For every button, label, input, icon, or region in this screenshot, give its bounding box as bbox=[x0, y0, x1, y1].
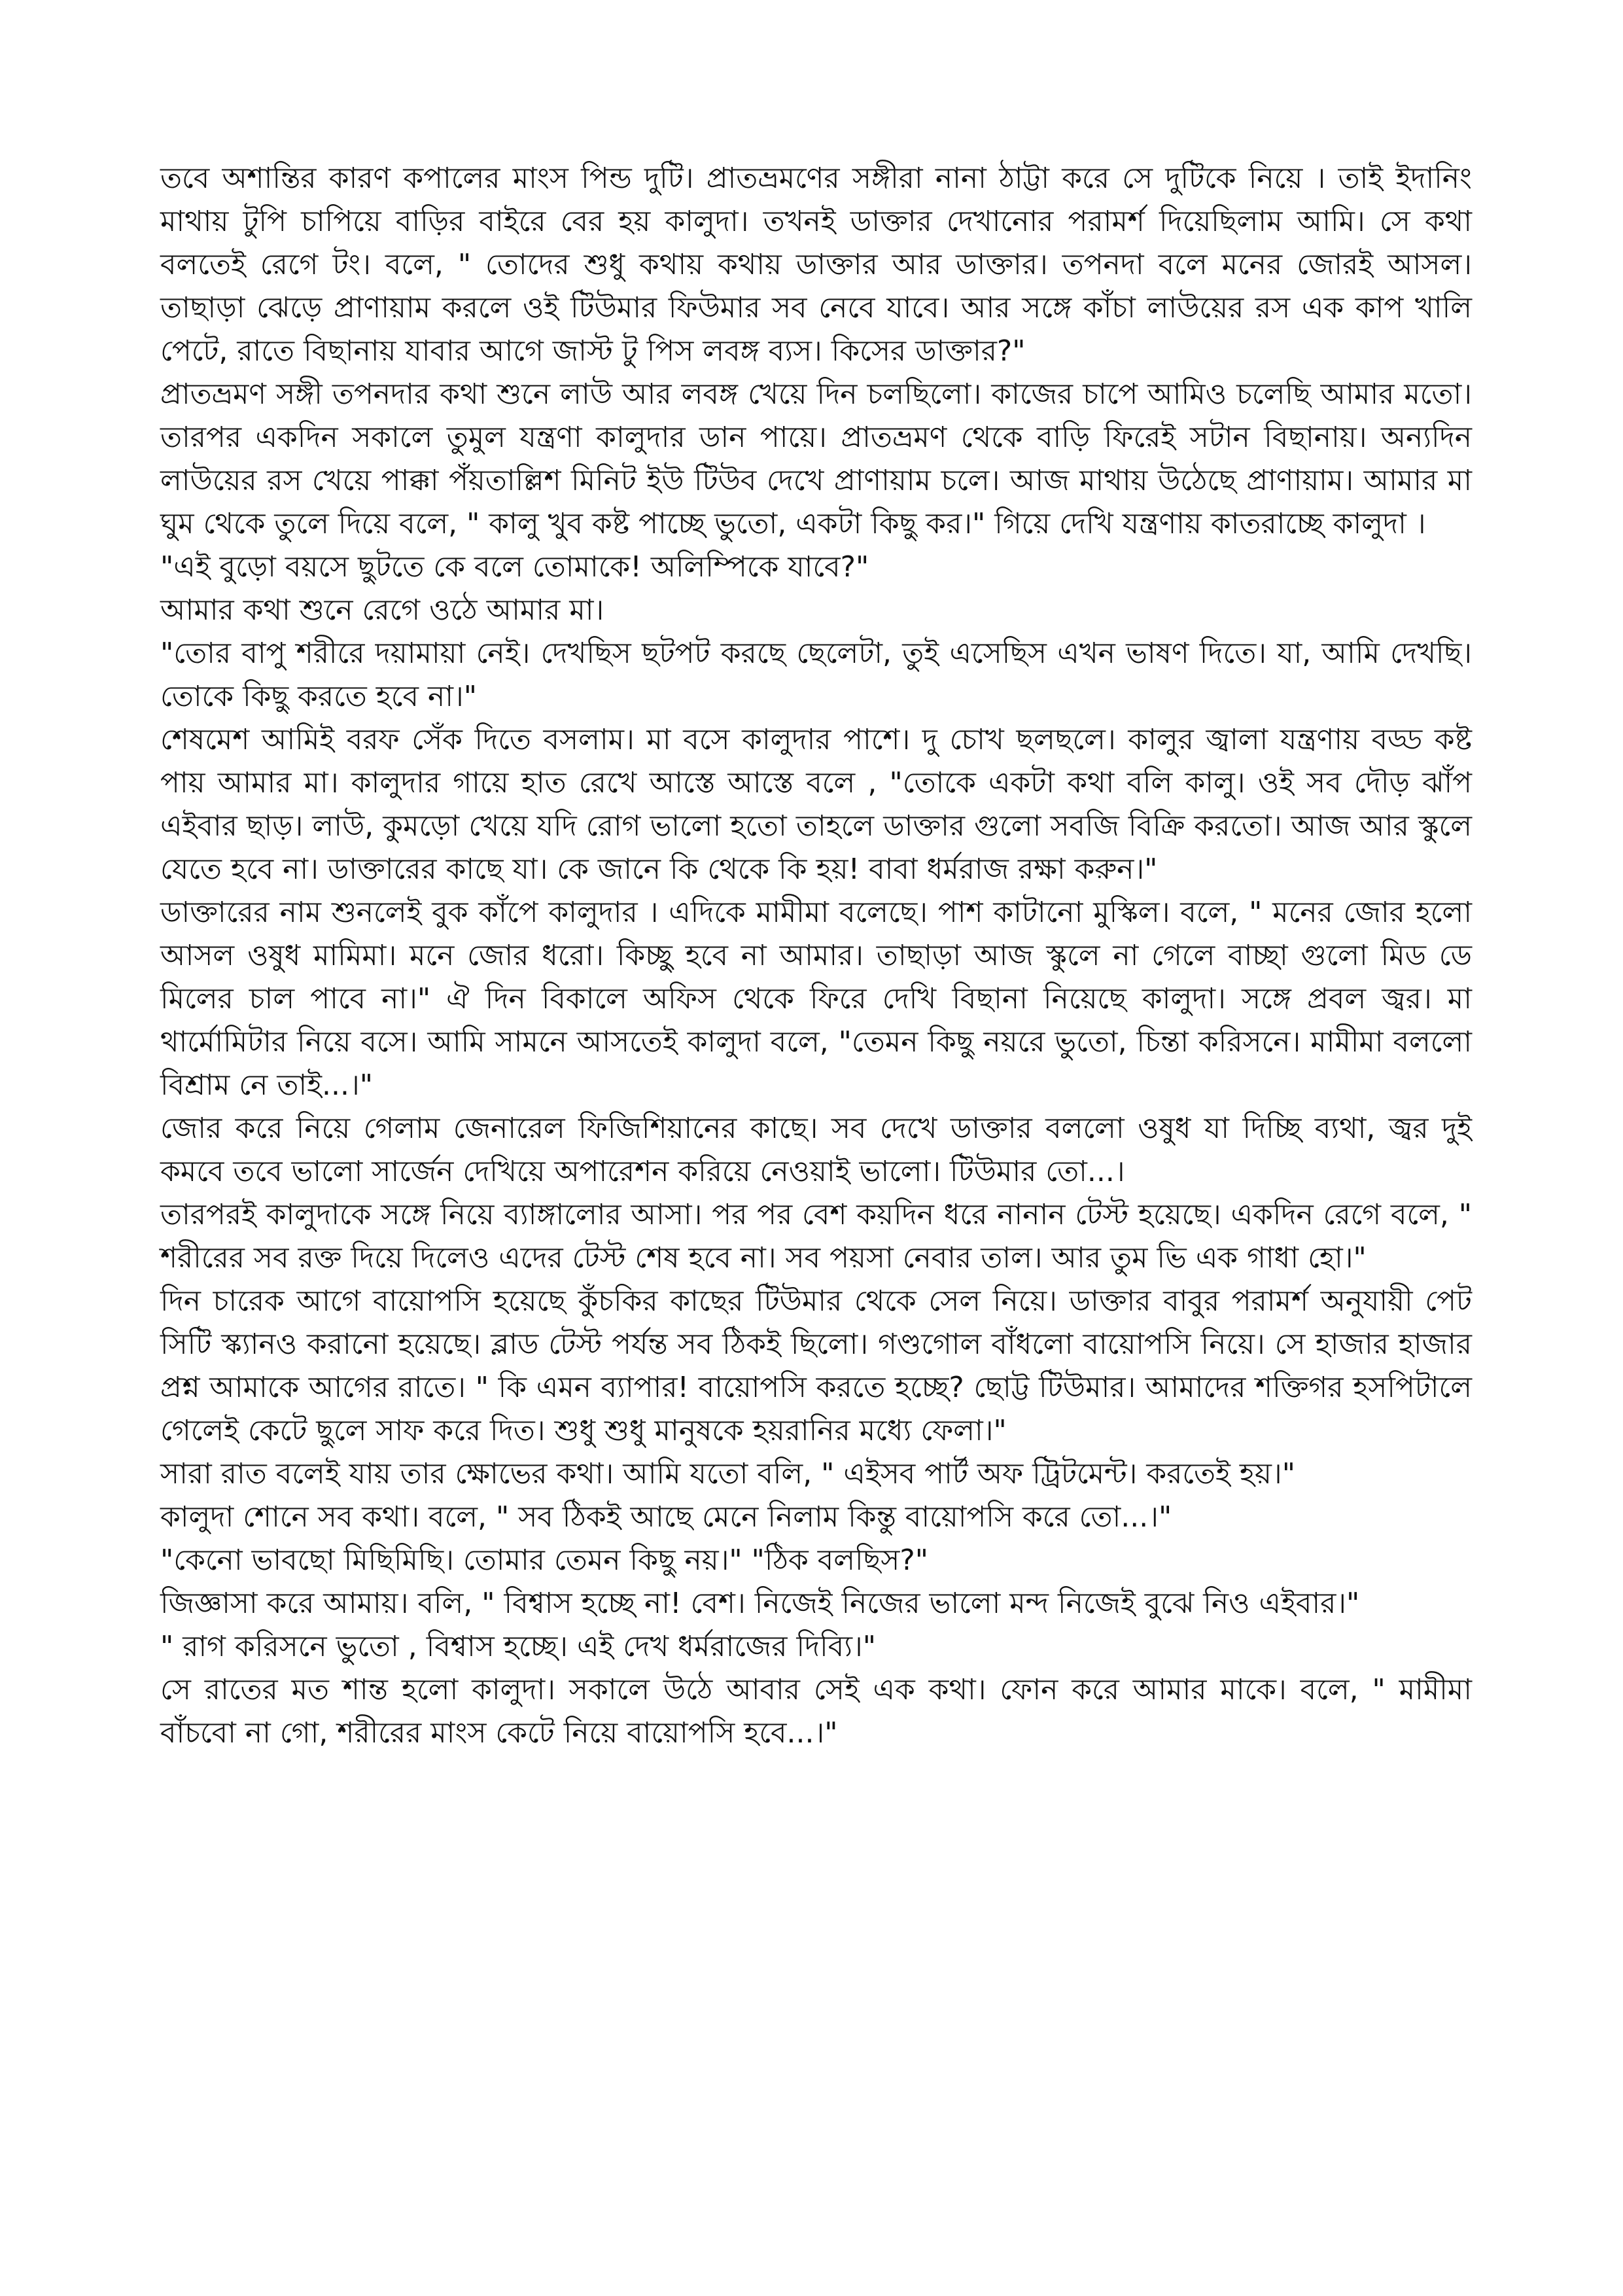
paragraph: সে রাতের মত শান্ত হলো কালুদা। সকালে উঠে আবার সেই এক কথা। ফোন করে আমার মাকে। বলে, " মামীমা বাঁচবো না গো, শরীরের মাংস কেটে নিয়ে বায়োপসি হবে...।" bbox=[160, 1673, 1472, 1750]
paragraph: " রাগ করিসনে ভুতো , বিশ্বাস হচ্ছে। এই দেখ ধর্মরাজের দিব্যি।" bbox=[160, 1630, 876, 1663]
paragraph: জোর করে নিয়ে গেলাম জেনারেল ফিজিশিয়ানের কাছে। সব দেখে ডাক্তার বললো ওষুধ যা দিচ্ছি ব্যথা, জ্বর দুই কমবে তবে ভালো সার্জেন দেখিয়ে অপারেশন করিয়ে নেওয়াই ভালো। টিউমার তো...। bbox=[160, 1112, 1472, 1188]
paragraph: ডাক্তারের নাম শুনলেই বুক কাঁপে কালুদার । এদিকে মামীমা বলেছে। পাশ কাটানো মুস্কিল। বলে, " মনের জোর হলো আসল ওষুধ মামিমা। মনে জোর ধরো। কিচ্ছু হবে না আমার। তাছাড়া আজ স্কুলে না গেলে বাচ্ছা গুলো মিড ডে মিলের চাল পাবে না।" ঐ দিন বিকালে অফিস থেকে ফিরে দেখি বিছানা নিয়েছে কালুদা। সঙ্গে প্রবল জ্বর। মা থার্মোমিটার নিয়ে বসে। আমি সামনে আসতেই কালুদা বলে, "তেমন কিছু নয়রে ভুতো, চিন্তা করিসনে। মামীমা বললো বিশ্রাম নে তাই...।" bbox=[160, 896, 1472, 1102]
paragraph: দিন চারেক আগে বায়োপসি হয়েছে কুঁচকির কাছের টিউমার থেকে সেল নিয়ে। ডাক্তার বাবুর পরামর্শ অনুযায়ী পেট সিটি স্ক্যানও করানো হয়েছে। ব্লাড টেস্ট পর্যন্ত সব ঠিকই ছিলো। গণ্ডগোল বাঁধলো বায়োপসি নিয়ে। সে হাজার হাজার প্রশ্ন আমাকে আগের রাতে। " কি এমন ব্যাপার! বায়োপসি করতে হচ্ছে? ছোট্ট টিউমার। আমাদের শক্তিগর হসপিটালে গেলেই কেটে ছুলে সাফ করে দিত। শুধু শুধু মানুষকে হয়রানির মধ্যে ফেলা।" bbox=[160, 1284, 1472, 1447]
paragraph: শেষমেশ আমিই বরফ সেঁক দিতে বসলাম। মা বসে কালুদার পাশে। দু চোখ ছলছলে। কালুর জ্বালা যন্ত্রণায় বড্ড কষ্ট পায় আমার মা। কালুদার গায়ে হাত রেখে আস্তে আস্তে বলে , "তোকে একটা কথা বলি কালু। ওই সব দৌড় ঝাঁপ এইবার ছাড়। লাউ, কুমড়ো খেয়ে যদি রোগ ভালো হতো তাহলে ডাক্তার গুলো সবজি বিক্রি করতো। আজ আর স্কুলে যেতে হবে না। ডাক্তারের কাছে যা। কে জানে কি থেকে কি হয়! বাবা ধর্মরাজ রক্ষা করুন।" bbox=[160, 723, 1472, 886]
paragraph: সারা রাত বলেই যায় তার ক্ষোভের কথা। আমি যতো বলি, " এইসব পার্ট অফ ট্রিটমেন্ট। করতেই হয়।" bbox=[160, 1457, 1295, 1491]
document-page bbox=[160, 157, 1472, 1755]
paragraph: কালুদা শোনে সব কথা। বলে, " সব ঠিকই আছে মেনে নিলাম কিন্তু বায়োপসি করে তো...।" bbox=[160, 1500, 1172, 1534]
paragraph: তবে অশান্তির কারণ কপালের মাংস পিন্ড দুটি। প্রাতভ্রমণের সঙ্গীরা নানা ঠাট্টা করে সে দুটিকে নিয়ে । তাই ইদানিং মাথায় টুপি চাপিয়ে বাড়ির বাইরে বের হয় কালুদা। তখনই ডাক্তার দেখানোর পরামর্শ দিয়েছিলাম আমি। সে কথা বলতেই রেগে টং। বলে, " তোদের শুধু কথায় কথায় ডাক্তার আর ডাক্তার। তপনদা বলে মনের জোরই আসল। তাছাড়া ঝেড়ে প্রাণায়াম করলে ওই টিউমার ফিউমার সব নেবে যাবে। আর সঙ্গে কাঁচা লাউয়ের রস এক কাপ খালি পেটে, রাতে বিছানায় যাবার আগে জাস্ট টু পিস লবঙ্গ ব্যস। কিসের ডাক্তার?" bbox=[160, 162, 1472, 368]
paragraph: তারপরই কালুদাকে সঙ্গে নিয়ে ব্যাঙ্গালোর আসা। পর পর বেশ কয়দিন ধরে নানান টেস্ট হয়েছে। একদিন রেগে বলে, " শরীরের সব রক্ত দিয়ে দিলেও এদের টেস্ট শেষ হবে না। সব পয়সা নেবার তাল। আর তুম ভি এক গাধা হো।" bbox=[160, 1198, 1472, 1275]
paragraph: আমার কথা শুনে রেগে ওঠে আমার মা। bbox=[160, 593, 604, 627]
paragraph: জিজ্ঞাসা করে আমায়। বলি, " বিশ্বাস হচ্ছে না! বেশ। নিজেই নিজের ভালো মন্দ নিজেই বুঝে নিও এইবার।" bbox=[160, 1587, 1360, 1620]
paragraph: "তোর বাপু শরীরে দয়ামায়া নেই। দেখছিস ছটপট করছে ছেলেটা, তুই এসেছিস এখন ভাষণ দিতে। যা, আমি দেখছি। তোকে কিছু করতে হবে না।" bbox=[160, 637, 1472, 713]
paragraph: "কেনো ভাবছো মিছিমিছি। তোমার তেমন কিছু নয়।" "ঠিক বলছিস?" bbox=[160, 1544, 928, 1577]
paragraph: "এই বুড়ো বয়সে ছুটতে কে বলে তোমাকে! অলিম্পিকে যাবে?" bbox=[160, 550, 869, 584]
paragraph: প্রাতভ্রমণ সঙ্গী তপনদার কথা শুনে লাউ আর লবঙ্গ খেয়ে দিন চলছিলো। কাজের চাপে আমিও চলেছি আমার মতো। তারপর একদিন সকালে তুমুল যন্ত্রণা কালুদার ডান পায়ে। প্রাতভ্রমণ থেকে বাড়ি ফিরেই সটান বিছানায়। অন্যদিন লাউয়ের রস খেয়ে পাক্কা পঁয়তাল্লিশ মিনিট ইউ টিউব দেখে প্রাণায়াম চলে। আজ মাথায় উঠেছে প্রাণায়াম। আমার মা ঘুম থেকে তুলে দিয়ে বলে, " কালু খুব কষ্ট পাচ্ছে ভুতো, একটা কিছু কর।" গিয়ে দেখি যন্ত্রণায় কাতরাচ্ছে কালুদা । bbox=[160, 378, 1472, 540]
